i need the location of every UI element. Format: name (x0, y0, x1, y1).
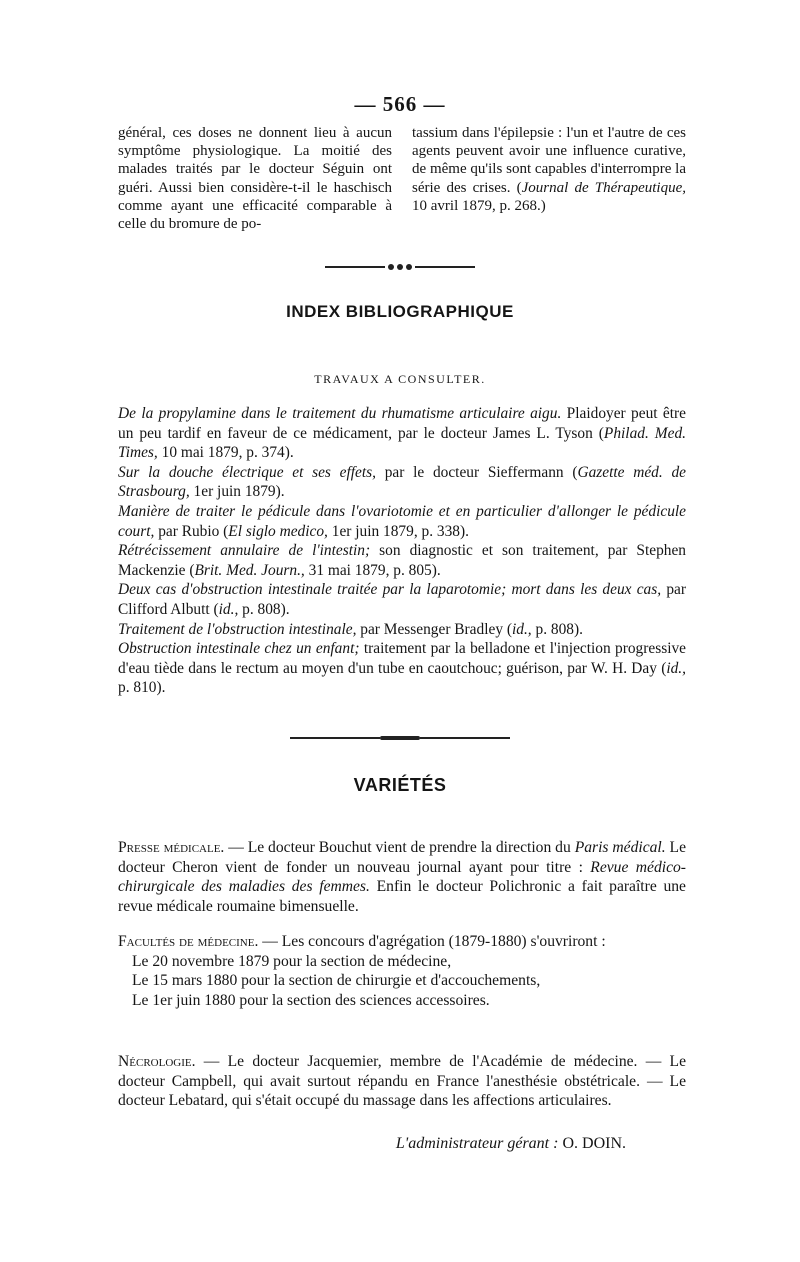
bibliography-entry (118, 463, 686, 502)
sub-heading: TRAVAUX A CONSULTER. (314, 372, 486, 386)
entry-end: 1er juin 1879). (189, 483, 285, 501)
entry-source: Philad. Med. Times, (118, 424, 686, 462)
ornament-dot (406, 264, 412, 270)
ornament-dot (397, 264, 403, 270)
top-left-column (118, 124, 392, 233)
top-right-plain: tassium dans l'épilepsie : l'un et l'autre de ces agents peuvent avoir une influence curative, de même qu'ils sont capables d'interrompre la série des crises. ( (412, 125, 686, 196)
entry-end: p. 810). (118, 679, 166, 697)
bibliography-entry (118, 580, 686, 619)
entry-text: Plaidoyer peut être un peu tardif en faveur de ce médicament, par le docteur James L. Tyson ( (118, 405, 686, 442)
news-presse (118, 838, 686, 916)
news-date-line: Le 20 novembre 1879 pour la section de médecine, (132, 952, 452, 970)
news-paragraph (118, 1052, 686, 1111)
news-facultes (118, 932, 686, 1010)
news-necrologie (118, 1052, 686, 1111)
news-date-line: Le 15 mars 1880 pour la section de chirurgie et d'accouchements, (132, 972, 541, 989)
top-right-column (412, 124, 686, 233)
entry-title: Manière de traiter le pédicule dans l'ovariotomie et en particulier d'allonger le pédicule court, (118, 502, 686, 540)
entry-text: son diagnostic et son traitement, par Stephen Mackenzie ( (118, 542, 686, 579)
entry-end: p. 808). (238, 600, 290, 618)
entry-end: 10 mai 1879, p. 374). (157, 444, 294, 462)
news-journal: Revue médico-chirurgicale des maladies des femmes. (118, 858, 686, 895)
entry-text: par Rubio ( (154, 522, 229, 540)
news-text: Le docteur Cheron vient de fonder un nouveau journal ayant pour titre : (118, 839, 687, 876)
page-number: — 566 — (354, 92, 446, 116)
entry-source: id., (511, 620, 532, 638)
entry-end: 31 mai 1879, p. 805). (304, 561, 441, 579)
entry-source: Gazette méd. de Strasbourg, (118, 463, 686, 501)
entry-title: Rétrécissement annulaire de l'intestin; (118, 542, 371, 560)
index-heading: INDEX BIBLIOGRAPHIQUE (286, 302, 514, 321)
top-left-text: général, ces doses ne donnent lieu à aucun symptôme physiologique. La moitié des malades traités par le docteur Séguin ont guéri. Aussi bien considère-t-il le haschisch comme ayant une efficacité comparable à celle du bromure de po- (118, 125, 392, 233)
bibliography-list (118, 404, 686, 698)
bibliography-entry (118, 541, 686, 580)
news-label: Presse médicale. (118, 839, 225, 856)
entry-text: traitement par la belladone et l'injection progressive d'eau tiède dans le rectum au moyen d'un tube en caoutchouc; guérison, par W. H. Day ( (118, 640, 686, 677)
divider-line-right (420, 737, 510, 739)
entry-text: par le docteur Sieffermann ( (375, 463, 578, 481)
news-text: — Le docteur Jacquemier, membre de l'Académie de médecine. — Le docteur Campbell, qui avait surtout répandu en France l'anesthésie obstétricale. — Le docteur Lebatard, qui s'était occupé du massage dans les affections articulaires. (118, 1053, 686, 1109)
news-label: Nécrologie. (118, 1053, 196, 1070)
entry-title: Traitement de l'obstruction intestinale, (118, 620, 357, 638)
section-divider (290, 734, 510, 742)
entry-title: Deux cas d'obstruction intestinale traitée par la laparotomie; mort dans les deux cas, (118, 581, 662, 599)
ornament-bar-left (325, 266, 385, 268)
divider-ornament (380, 736, 420, 740)
top-right-text (412, 124, 686, 215)
bibliography-entry (118, 404, 686, 463)
signoff-label: L'administrateur gérant : (395, 1135, 559, 1152)
news-journal: Paris médical. (574, 839, 666, 856)
divider-line-left (290, 737, 380, 739)
entry-source: id., (218, 600, 239, 618)
bibliography-entry (118, 639, 686, 698)
entry-title: De la propylamine dans le traitement du rhumatisme articulaire aigu. (118, 405, 562, 422)
news-paragraph (118, 932, 686, 952)
entry-end: 1er juin 1879, p. 338). (327, 522, 469, 540)
signoff-name: O. DOIN. (562, 1135, 626, 1152)
news-paragraph (118, 838, 686, 916)
news-text: — Les concours d'agrégation (1879-1880) s'ouvriront : (258, 933, 606, 950)
news-text: — Le docteur Bouchut vient de prendre la direction du (224, 839, 575, 856)
news-label: Facultés de médecine. (118, 933, 259, 950)
bibliography-entry (118, 502, 686, 541)
entry-title: Obstruction intestinale chez un enfant; (118, 640, 360, 658)
entry-end: p. 808). (531, 620, 583, 638)
entry-text: par Messenger Bradley ( (356, 620, 512, 638)
news-date-line: Le 1er juin 1880 pour la section des sciences accessoires. (132, 991, 490, 1009)
entry-source: El siglo medico, (228, 522, 328, 540)
ornament-bar-right (415, 266, 475, 268)
section-ornament (325, 262, 475, 272)
signoff (118, 1135, 626, 1153)
varietes-heading: VARIÉTÉS (353, 775, 447, 795)
entry-title: Sur la douche électrique et ses effets, (118, 463, 376, 481)
top-columns (118, 124, 686, 233)
entry-text: par Clifford Albutt ( (118, 581, 686, 618)
entry-source: Brit. Med. Journ., (194, 561, 305, 579)
entry-source: id., (666, 659, 686, 677)
news-text: Enfin le docteur Polichronic a fait paraître une revue médicale roumaine bimensuelle. (118, 878, 686, 915)
top-right-journal: Journal de Thérapeutique, (521, 179, 686, 196)
top-right-end: 10 avril 1879, p. 268.) (412, 197, 546, 214)
ornament-dot (388, 264, 394, 270)
bibliography-entry (118, 620, 686, 640)
